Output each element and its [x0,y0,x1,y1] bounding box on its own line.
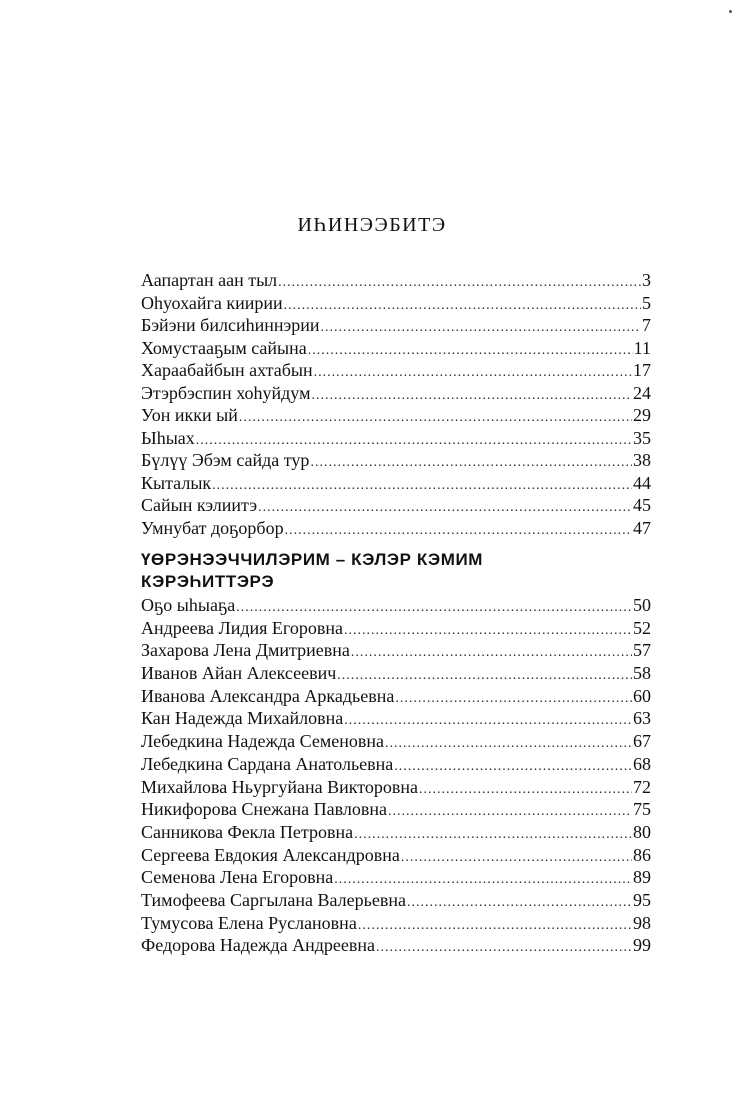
toc-entry [141,866,651,889]
toc-entry-title: Тумусова Елена Руслановна [141,912,357,933]
toc-entry-title: Оһуохайга киирии [141,292,283,313]
scan-speck [729,10,732,13]
toc-entry [141,617,651,640]
toc-entry-page-number: 50 [633,595,651,615]
toc-entry-page-number: 52 [633,617,651,638]
toc-entry-title: Умнубат доҕорбор [141,517,284,538]
page-title: ИҺИНЭЭБИТЭ [297,214,447,236]
toc-entry [141,314,651,337]
toc-entry-title: Михайлова Ньургуйана Викторовна [141,776,418,797]
dot-leader [376,937,632,960]
dot-leader [344,620,632,643]
toc-entry-page-number: 3 [642,270,651,290]
toc-entry [141,404,651,427]
dot-leader [395,688,632,711]
toc-entry-page-number: 72 [633,776,651,797]
toc-entry [141,821,651,844]
toc-entry-page-number: 35 [633,427,651,448]
toc-entry [141,753,651,776]
toc-entry-page-number: 89 [633,867,651,888]
toc-entry-title: Иванов Айан Алексеевич [141,663,337,684]
toc-entry [141,292,651,315]
toc-entry-page-number: 11 [633,337,651,358]
dot-leader [388,801,632,824]
toc-entry [141,517,651,540]
toc-entry-title: Никифорова Снежана Павловна [141,799,387,820]
toc-entry [141,382,651,405]
dot-leader [394,756,632,779]
toc-entry-page-number: 57 [633,640,651,661]
toc-entry-title: Оҕо ыһыаҕа [141,595,236,615]
toc-entry-page-number: 7 [642,315,651,335]
toc-entry [141,639,651,662]
section-heading [141,549,651,593]
toc-entry-title: Санникова Фекла Петровна [141,821,354,842]
toc-entry [141,494,651,517]
toc-entry-page-number: 58 [633,663,651,684]
dot-leader [314,362,632,385]
dot-leader [285,520,632,543]
dot-leader [385,733,632,756]
dot-leader [212,475,632,498]
toc-entry-title: Тимофеева Саргылана Валерьевна [141,889,406,910]
dot-leader [407,892,632,915]
toc-entry-page-number: 67 [633,731,651,752]
toc-entry-title: Этэрбэспин хоһуйдум [141,382,311,403]
toc-entry-page-number: 17 [633,360,651,380]
section-heading-line-2: КЭРЭҺИТТЭРЭ [141,572,275,591]
toc-entry-page-number: 5 [642,292,651,313]
toc-entry-title: Федорова Надежда Андреевна [141,935,375,956]
toc-entry-page-number: 38 [633,450,651,470]
toc-entry-page-number: 29 [633,405,651,425]
toc-entry [141,934,651,957]
dot-leader [358,915,632,938]
dot-leader [419,779,632,802]
toc-entry-title: Сергеева Евдокия Александровна [141,844,400,865]
toc-entry-page-number: 99 [633,935,651,956]
toc-entry-page-number: 45 [633,495,651,515]
dot-leader [278,272,641,295]
toc-entry-title: Андреева Лидия Егоровна [141,617,343,638]
toc-entry [141,594,651,617]
toc-entry-title: Хомустааҕым сайына [141,337,307,358]
toc-entry-title: Иванова Александра Аркадьевна [141,685,395,706]
table-of-contents-part-2 [141,594,651,957]
toc-entry-title: Бэйэни билсиһиннэрии [141,315,320,335]
toc-entry [141,427,651,450]
toc-entry [141,359,651,382]
toc-entry-title: Сайын кэлиитэ [141,495,258,515]
section-heading-line-1: ҮӨРЭНЭЭЧЧИЛЭРИМ – КЭЛЭР КЭМИМ [141,550,484,569]
toc-entry-title: Кыталык [141,472,212,493]
toc-entry-page-number: 86 [633,844,651,865]
dot-leader [344,710,632,733]
toc-entry [141,449,651,472]
toc-entry [141,685,651,708]
toc-entry-page-number: 80 [633,821,651,842]
toc-entry-page-number: 75 [633,799,651,820]
toc-entry [141,889,651,912]
toc-entry [141,472,651,495]
toc-entry-title: Кан Надежда Михайловна [141,708,344,729]
dot-leader [311,385,632,408]
toc-entry [141,269,651,292]
toc-entry [141,798,651,821]
toc-entry-title: Ыһыах [141,427,195,448]
dot-leader [310,452,632,475]
toc-entry [141,776,651,799]
table-of-contents-part-1 [141,269,651,539]
toc-entry [141,730,651,753]
toc-entry-page-number: 95 [633,889,651,910]
toc-entry-page-number: 24 [633,382,651,403]
toc-entry-title: Лебедкина Надежда Семеновна [141,731,384,752]
toc-entry-page-number: 68 [633,753,651,774]
dot-leader [308,340,633,363]
dot-leader [351,642,632,665]
toc-entry [141,337,651,360]
toc-entry-page-number: 47 [633,517,651,538]
toc-entry [141,707,651,730]
toc-entry-title: Захарова Лена Дмитриевна [141,640,350,661]
toc-entry-title: Уон икки ый [141,405,238,425]
toc-entry-title: Аапартан аан тыл [141,270,278,290]
dot-leader [258,497,632,520]
toc-entry-title: Семенова Лена Егоровна [141,867,334,888]
toc-entry-page-number: 63 [633,708,651,729]
toc-entry-page-number: 44 [633,472,651,493]
toc-entry [141,662,651,685]
toc-entry-page-number: 98 [633,912,651,933]
dot-leader [401,847,632,870]
toc-entry-title: Хараабайбын ахтабын [141,360,313,380]
toc-entry-title: Лебедкина Сардана Анатольевна [141,753,394,774]
toc-entry [141,844,651,867]
dot-leader [239,407,632,430]
toc-entry-title: Бүлүү Эбэм сайда тур [141,450,310,470]
dot-leader [320,317,641,340]
toc-entry-page-number: 60 [633,685,651,706]
dot-leader [284,295,641,318]
toc-entry [141,912,651,935]
